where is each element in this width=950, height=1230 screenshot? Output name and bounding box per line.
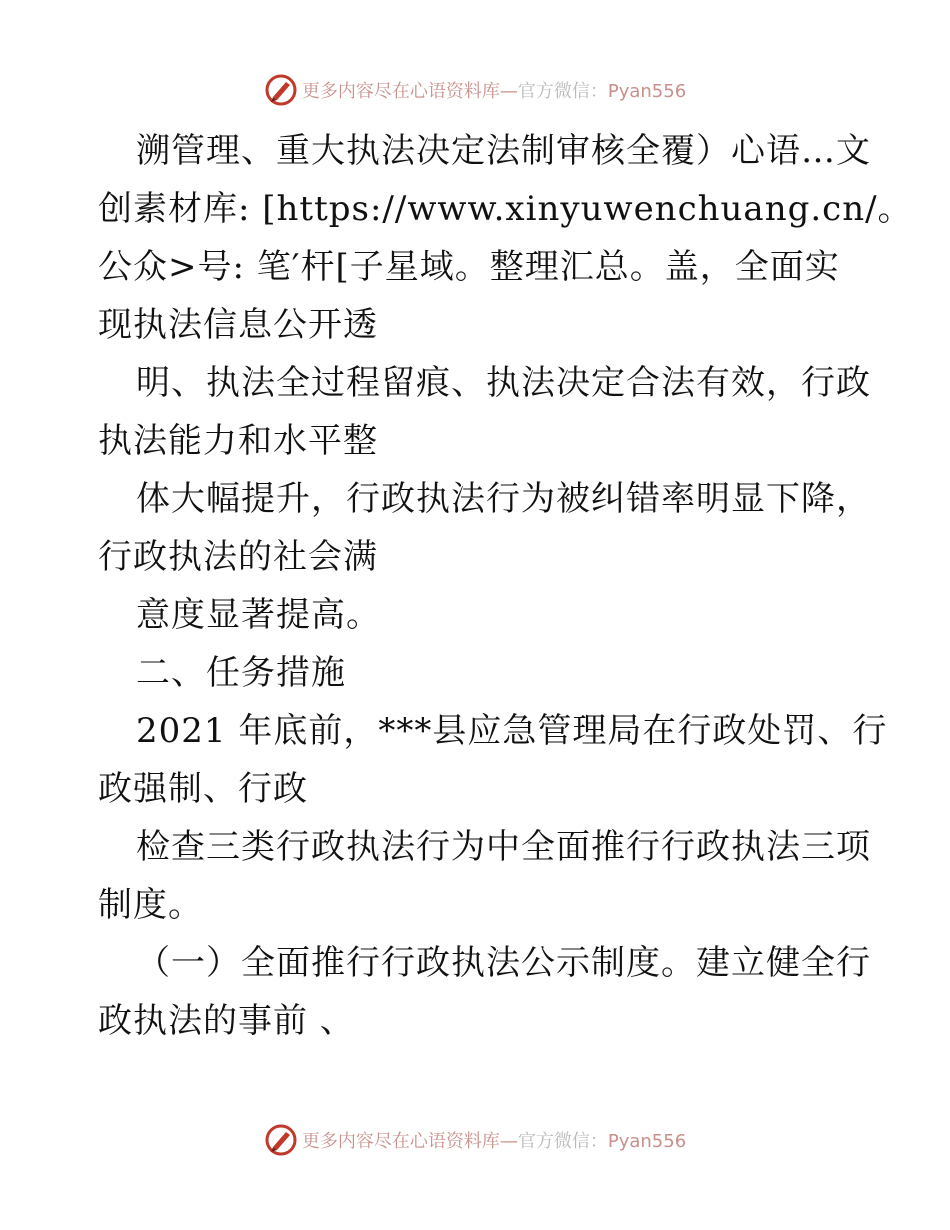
section-heading: 二、任务措施 (136, 653, 346, 693)
text-line: 意度显著提高。 (136, 595, 381, 635)
banner-account: Pyan556 (607, 1131, 687, 1152)
banner-label: 官方微信： (517, 81, 608, 102)
footer-watermark (0, 1120, 950, 1160)
text-line: 制度。 (98, 885, 203, 925)
text-line: 政强制、行政 (98, 769, 308, 809)
text-line: 创素材库: [https://www.xinyuwenchuang.cn/。 (98, 189, 913, 229)
logo-icon (264, 73, 298, 107)
logo-icon (264, 1123, 298, 1157)
text-line: 体大幅提升，行政执法行为被纠错率明显下降， (136, 479, 871, 519)
banner-dash: — (499, 1131, 518, 1152)
banner-dash: — (499, 81, 518, 102)
text-line: 溯管理、重大执法决定法制审核全覆）心语…文 (136, 131, 871, 171)
banner-label: 官方微信： (517, 1131, 608, 1152)
banner-text: 更多内容尽在心语资料库 (301, 81, 500, 102)
banner-account: Pyan556 (607, 81, 687, 102)
text-line: （一）全面推行行政执法公示制度。建立健全行 (136, 943, 871, 983)
text-line: 检查三类行政执法行为中全面推行行政执法三项 (136, 827, 871, 867)
text-line: 政执法的事前 、 (98, 1001, 355, 1041)
text-line: 现执法信息公开透 (98, 305, 378, 345)
header-watermark (0, 70, 950, 110)
text-line: 明、执法全过程留痕、执法决定合法有效，行政 (136, 363, 871, 403)
text-line: 2021 年底前，***县应急管理局在行政处罚、行 (136, 711, 888, 751)
text-line: 公众>号: 笔′杆[子星域。整理汇总。盖，全面实 (98, 247, 840, 287)
text-line: 行政执法的社会满 (98, 537, 378, 577)
document-body (98, 122, 913, 1050)
banner-text: 更多内容尽在心语资料库 (301, 1131, 500, 1152)
text-line: 执法能力和水平整 (98, 421, 378, 461)
